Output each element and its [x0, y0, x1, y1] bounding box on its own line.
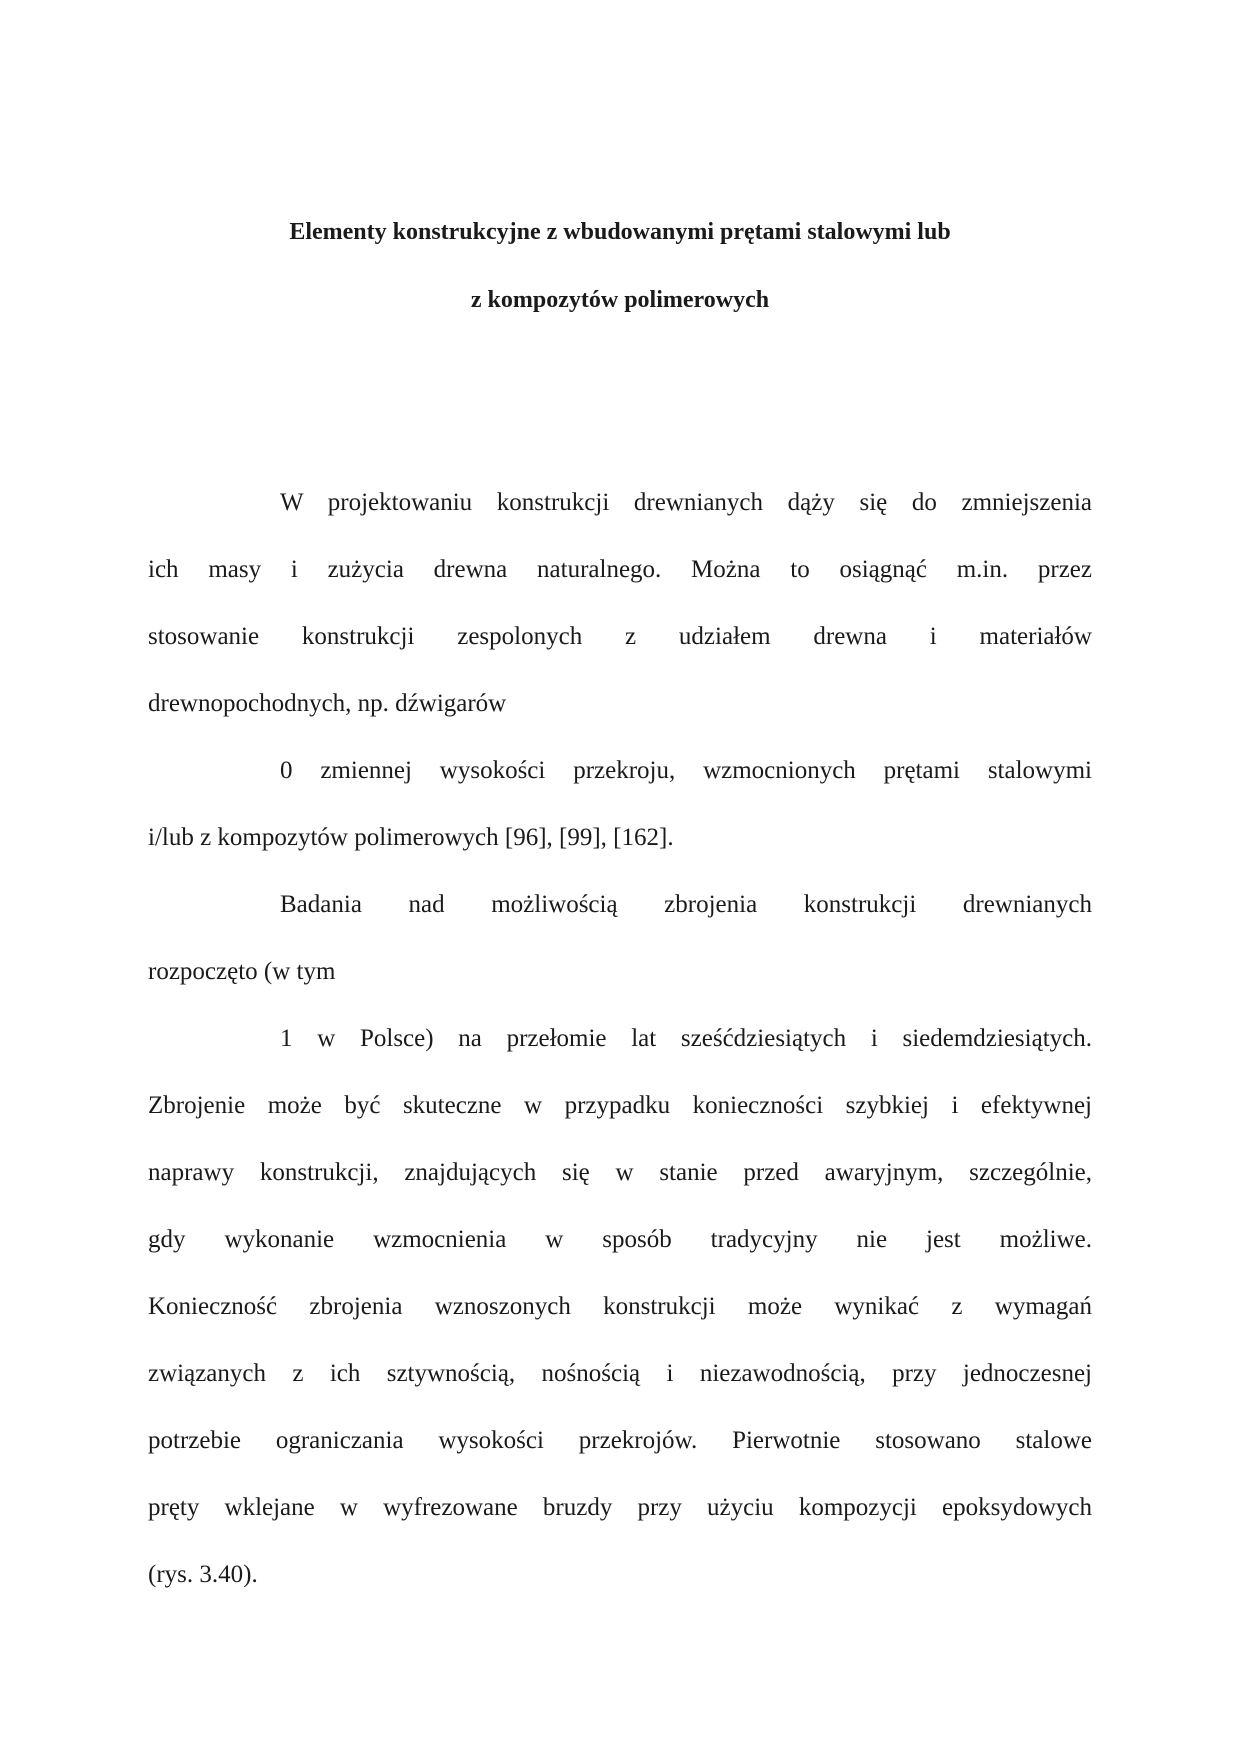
paragraph-line: rozpoczęto (w tym — [148, 958, 336, 985]
paragraph-line: i/lub z kompozytów polimerowych [96], [99], [162]. — [148, 824, 674, 851]
paragraph-line: gdy wykonanie wzmocnienia w sposób tradycyjny nie jest możliwe. — [148, 1226, 1092, 1253]
paragraph-line: Konieczność zbrojenia wznoszonych konstrukcji może wynikać z wymagań — [148, 1293, 1092, 1320]
paragraph-line: W projektowaniu konstrukcji drewnianych dąży się do zmniejszenia — [280, 489, 1092, 516]
paragraph-line: Zbrojenie może być skuteczne w przypadku konieczności szybkiej i efektywnej — [148, 1092, 1092, 1119]
paragraph-line: pręty wklejane w wyfrezowane bruzdy przy użyciu kompozycji epoksydowych — [148, 1494, 1092, 1521]
paragraph-line: 0 zmiennej wysokości przekroju, wzmocnionych prętami stalowymi — [280, 757, 1092, 784]
paragraph-line: ich masy i zużycia drewna naturalnego. Można to osiągnąć m.in. przez — [148, 556, 1092, 583]
paragraph-line: stosowanie konstrukcji zespolonych z udziałem drewna i materiałów — [148, 623, 1092, 650]
paragraph-line: drewnopochodnych, np. dźwigarów — [148, 690, 507, 717]
paragraph-line: 1 w Polsce) na przełomie lat sześćdziesiątych i siedemdziesiątych. — [280, 1025, 1092, 1052]
paragraph-line: naprawy konstrukcji, znajdujących się w stanie przed awaryjnym, szczególnie, — [148, 1159, 1092, 1186]
document-title-line-1: Elementy konstrukcyjne z wbudowanymi prętami stalowymi lub — [289, 219, 951, 245]
document-title-line-2: z kompozytów polimerowych — [470, 287, 770, 313]
paragraph-line: Badania nad możliwością zbrojenia konstrukcji drewnianych — [280, 891, 1092, 918]
paragraph-line: związanych z ich sztywnością, nośnością i niezawodnością, przy jednoczesnej — [148, 1360, 1092, 1387]
paragraph-line: potrzebie ograniczania wysokości przekrojów. Pierwotnie stosowano stalowe — [148, 1427, 1092, 1454]
paragraph-line: (rys. 3.40). — [148, 1561, 258, 1588]
